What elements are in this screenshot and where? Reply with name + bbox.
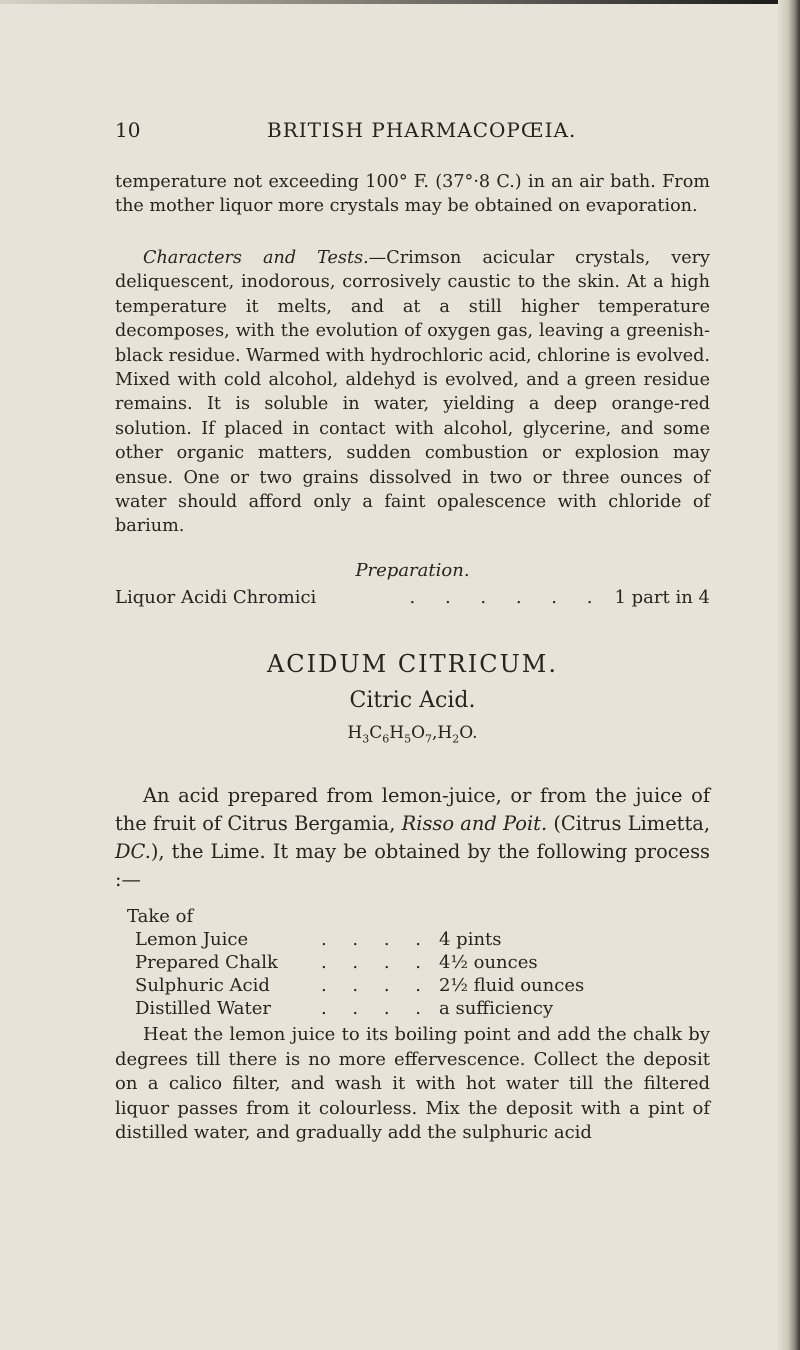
characters-body: —Crimson acicular crystals, very deliquescent, inodorous, corrosively caustic to the skin. At a high temperature it melts, and at a still higher temperature decomposes, with the evolution of oxygen gas, leaving a greenish-black residue. Warmed with hydrochloric acid, chlorine is evolved. Mixed with cold alcohol, aldehyd is evolved, and a green residue remains. It is soluble in water, yielding a deep orange-red solution. If placed in contact with alcohol, glycerine, and some other organic matters, sudden combustion or explosion may ensue. One or two grains dissolved in two or three ounces of water should afford only a faint opalescence with chloride of barium. (115, 248, 710, 537)
preparation-dots: . . . . . . (409, 587, 605, 608)
ingredient-amount: 4 pints (439, 929, 502, 950)
ingredient-dots: . . . . (320, 975, 431, 996)
ingredient-amount: 2½ fluid ounces (439, 975, 585, 996)
page-number: 10 (115, 118, 141, 142)
formula-water-o: O. (459, 723, 478, 743)
formula-h2-count: 5 (404, 732, 412, 746)
description-part-1: An acid prepared from lemon-juice, or from the juice of the fruit of Citrus Bergamia, (115, 784, 710, 835)
characters-paragraph (115, 246, 710, 539)
botanical-authority: Risso and Poit. (401, 812, 548, 835)
ingredient-name: Lemon Juice (135, 929, 249, 950)
characters-and-tests-section (115, 246, 710, 539)
preparation-name: Liquor Acidi Chromici (115, 587, 317, 608)
monograph-english-name: Citric Acid. (349, 688, 476, 713)
ingredient-row (135, 952, 615, 975)
description-part-2: (Citrus Limetta, (547, 812, 710, 835)
formula-h-count: 3 (362, 732, 370, 746)
formula-water-h: ,H (432, 723, 453, 743)
ingredient-dots: . . . . (320, 929, 431, 950)
monograph-description (115, 782, 710, 894)
ingredient-row (135, 929, 615, 952)
page-header (115, 118, 715, 148)
take-of-line (115, 906, 710, 927)
ingredient-dots: . . . . (320, 952, 431, 973)
monograph-heading (115, 650, 710, 745)
characters-heading: Characters and Tests. (143, 248, 369, 268)
preparation-amount: 1 part in 4 (614, 587, 710, 608)
continuation-paragraph (115, 170, 710, 219)
preparation-section (115, 560, 710, 608)
candolle-abbreviation: DC. (115, 840, 151, 863)
process-paragraph: Heat the lemon juice to its boiling point and add the chalk by degrees till there is no more effervescence. Collect the deposit on a calico filter, and wash it with hot water till the filtered liquor passes from it colourless. Mix the deposit with a pint of distilled water, and gradually add the sulphuric acid (115, 1024, 710, 1143)
formula-water-count: 2 (452, 732, 460, 746)
preparation-row (115, 587, 710, 608)
preparation-heading: Preparation. (355, 560, 470, 581)
page-top-edge (0, 0, 800, 4)
monograph-title: ACIDUM CITRICUM. (266, 650, 559, 678)
formula-c-count: 6 (382, 732, 390, 746)
formula-o: O (411, 723, 425, 743)
description-part-3: ), the Lime. It may be obtained by the following process :— (115, 840, 710, 891)
description-paragraph (115, 782, 710, 894)
ingredient-amount: a sufficiency (439, 998, 554, 1019)
chemical-formula (115, 723, 710, 745)
ingredient-amount: 4½ ounces (439, 952, 538, 973)
ingredient-name: Sulphuric Acid (135, 975, 270, 996)
formula-c: C (369, 723, 383, 743)
ingredient-row (135, 975, 615, 998)
ingredient-name: Prepared Chalk (135, 952, 278, 973)
page-binding-edge (778, 0, 800, 1350)
formula-h: H (347, 723, 363, 743)
take-of-label: Take of (127, 906, 194, 927)
ingredients-table (135, 929, 615, 1021)
formula-o-count: 7 (425, 732, 432, 746)
formula-h2: H (389, 723, 405, 743)
ingredient-name: Distilled Water (135, 998, 271, 1019)
ingredient-dots: . . . . (320, 998, 431, 1019)
process-section (115, 1023, 710, 1146)
continuation-text: temperature not exceeding 100° F. (37°·8 C.) in an air bath. From the mother liquor more crystals may be obtained on evaporation. (115, 172, 710, 217)
running-title: BRITISH PHARMACOPŒIA. (267, 118, 577, 142)
ingredient-row (135, 998, 615, 1021)
